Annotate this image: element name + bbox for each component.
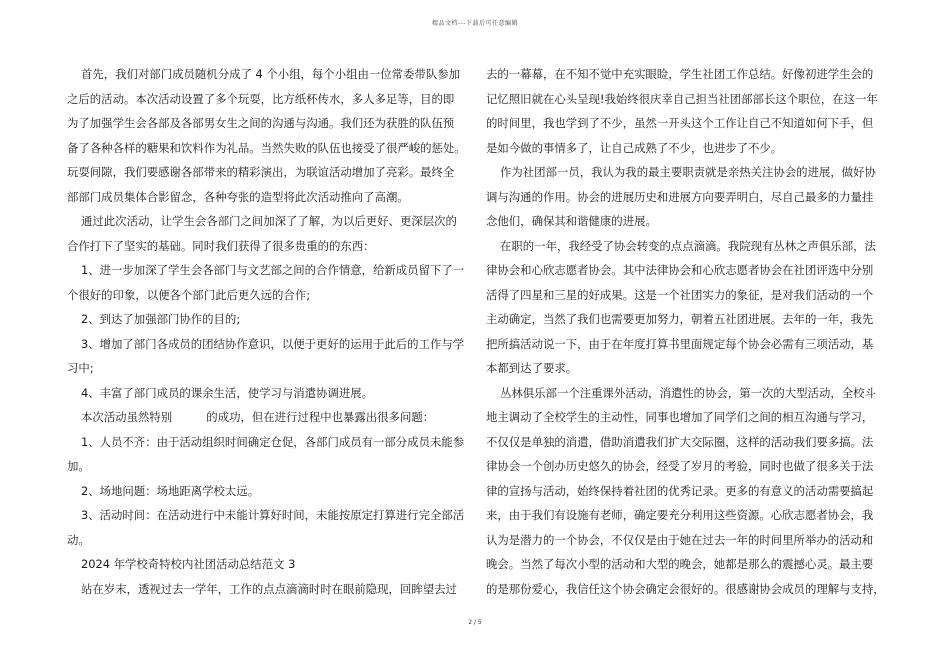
text-line: 习中; [67, 361, 94, 375]
text-line: 在职的一年，我经受了协会转变的点点滴滴。我院现有丛林之声俱乐部，法 [500, 238, 876, 253]
section-heading: 2024 年学校奇特校内社团活动总结范文 3 [81, 557, 296, 571]
text-line: 晚会。当然了每次小型的活动和大型的晚会，她都是那么的震撼心灵。最主要 [486, 557, 874, 571]
text-line: 站在岁末，透视过去一学年，工作的点点滴滴时时在眼前隐现，回眸望去过 [81, 581, 457, 596]
text-line: 来，由于我们有设施有老师，确定要充分利用这些资源。心欣志愿者协会，我 [486, 508, 874, 522]
text-line: 之后的活动。本次活动设置了多个玩耍，比方纸杯传水，多人多足等，目的即 [67, 91, 455, 106]
text-line: 律的宣扬与活动，始终保持着社团的优秀记录。更多的有意义的活动需要搞起 [486, 483, 874, 498]
text-line: 是如今做的事情多了，让自己成熟了不少，也进步了不少。 [486, 140, 783, 155]
text-line: 作为社团部一员，我认为我的最主要职责就是亲热关注协会的进展，做好协 [500, 165, 876, 179]
text-line: 的时间里，我也学到了不少，虽然一开头这个工作让自己不知道如何下手，但 [486, 116, 874, 130]
text-line: 去的一幕幕，在不知不觉中充实眼睑，学生社团工作总结。好像初进学生会的 [486, 67, 874, 81]
text-line: 3、增加了部门各成员的团结协作意识，以便于更好的运用于此后的工作与学 [81, 336, 465, 351]
text-line: 把所搞活动说一下，由于在年度打算书里面规定每个协会必需有三项活动，基 [486, 336, 874, 351]
text-line: 记忆照旧就在心头呈现!我始终很庆幸自己担当社团部部长这个职位，在这一年 [486, 91, 878, 106]
page-header: 精品文档---下载后可任意编辑 [432, 20, 518, 27]
page-number: 2 / 5 [468, 619, 482, 626]
text-line: 加。 [67, 459, 90, 473]
text-line: 主动确定，当然了我们也需要更加努力，朝着五社团进展。去年的一年，我先 [486, 312, 874, 326]
text-line: 4、丰富了部门成员的课余生活，使学习与消遣协调进展。 [81, 385, 374, 400]
text-line: 1、进一步加深了学生会各部门与文艺部之间的合作情意，给新成员留下了一 [81, 263, 465, 277]
text-line: 首先，我们对部门成员随机分成了 4 个小组，每个小组由一位常委带队参加 [81, 67, 460, 81]
text-line: 3、活动时间：在活动进行中未能计算好时间，未能按原定打算进行完全部活 [81, 508, 465, 522]
text-line: 2、场地问题：场地距离学校太远。 [81, 483, 260, 498]
text-line: 备了各种各样的糖果和饮料作为礼品。当然失败的队伍也接受了很严峻的惩处。 [67, 140, 466, 155]
text-line: 地主调动了全校学生的主动性，同事也增加了同学们之间的相互沟通与学习， [486, 410, 874, 424]
text-line: 本都到达了要求。 [486, 361, 578, 375]
left-column [67, 62, 467, 601]
text-line: 调与沟通的作用。协会的进展历史和进展方向要弄明白，尽自己最多的力量挂 [486, 189, 874, 204]
text-line: 的是那份爱心，我信任这个协会确定会很好的。很感谢协会成员的理解与支持， [486, 581, 885, 596]
text-line: 合作打下了坚实的基础。同时我们获得了很多贵重的的东西： [67, 238, 375, 253]
text-line: 通过此次活动，让学生会各部门之间加深了了解，为以后更好、更深层次的 [81, 214, 457, 228]
text-line: 律协会和心欣志愿者协会。其中法律协会和心欣志愿者协会在社团评选中分别 [486, 263, 874, 277]
text-line: 个很好的印象，以便各个部门此后更久远的合作; [67, 287, 311, 302]
text-line: 活得了四星和三星的好成果。这是一个社团实力的象征，是对我们活动的一个 [486, 287, 874, 302]
text-line: 不仅仅是单独的消遣，借助消遣我们扩大交际圈，这样的活动我们要多搞。法 [486, 434, 874, 449]
text-line: 认为是潜力的一个协会，不仅仅是由于她在过去一年的时间里所举办的活动和 [486, 532, 874, 547]
text-line: 为了加强学生会各部及各部男女生之间的沟通与沟通。我们还为获胜的队伍预 [67, 116, 455, 130]
text-line: 2、到达了加强部门协作的目的; [81, 312, 241, 326]
text-line: 律协会一个创办历史悠久的协会，经受了岁月的考验，同时也做了很多关于法 [486, 459, 874, 473]
text-line: 丛林俱乐部一个注重课外活动，消遣性的协会，第一次的大型活动，全校斗 [500, 385, 876, 400]
text-line: 1、人员不齐：由于活动组织时间确定仓促，各部门成员有一部分成员未能参 [81, 434, 465, 449]
right-column [486, 62, 886, 601]
text-line: 念他们，确保其和谐健康的进展。 [486, 214, 657, 228]
text-line: 本次活动虽然特别 的成功，但在进行过程中也暴露出很多问题： [81, 410, 435, 424]
text-line: 部部门成员集体合影留念，各种夸张的造型将此次活动推向了高潮。 [67, 189, 409, 204]
text-line: 玩耍间隙，我们要感谢各部带来的精彩演出，为联谊活动增加了亮彩。最终全 [67, 165, 455, 179]
text-line: 动。 [67, 532, 90, 547]
